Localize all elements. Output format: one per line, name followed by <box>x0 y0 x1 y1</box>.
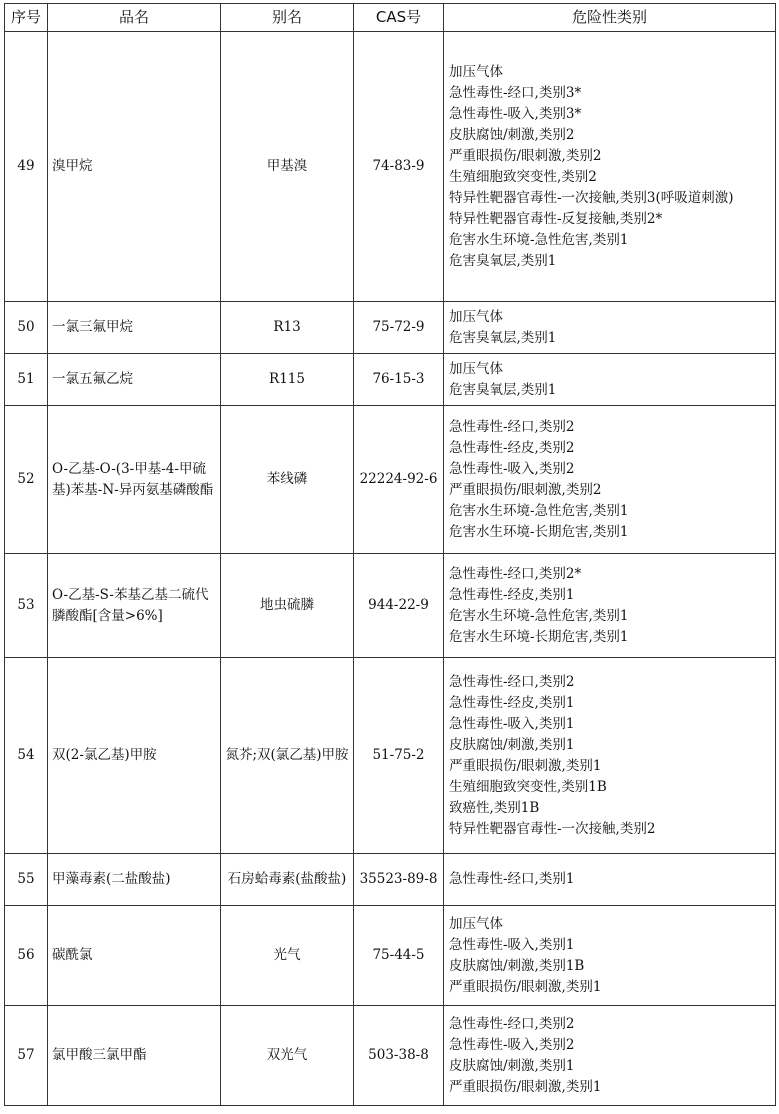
hazard-line: 急性毒性-吸入,类别1 <box>449 936 575 953</box>
hazard-line: 皮肤腐蚀/刺激,类别1 <box>449 736 575 753</box>
table-row <box>5 554 776 658</box>
product-name: 甲藻毒素(二盐酸盐) <box>48 854 221 906</box>
hazard-line: 皮肤腐蚀/刺激,类别2 <box>449 126 575 143</box>
header-alias: 别名 <box>221 4 354 32</box>
hazard-line: 加压气体 <box>449 63 503 80</box>
hazard-line: 危害水生环境-长期危害,类别1 <box>449 523 629 540</box>
hazard-categories <box>444 354 776 406</box>
hazard-categories <box>444 406 776 554</box>
cas-number: 75-44-5 <box>354 906 444 1006</box>
hazard-line: 皮肤腐蚀/刺激,类别1 <box>449 1057 575 1074</box>
hazard-categories <box>444 906 776 1006</box>
hazard-categories <box>444 854 776 906</box>
hazard-line: 急性毒性-吸入,类别2 <box>449 1036 575 1053</box>
alias: 甲基溴 <box>221 32 354 302</box>
table-row <box>5 906 776 1006</box>
cas-number: 35523-89-8 <box>354 854 444 906</box>
hazard-line: 急性毒性-经皮,类别1 <box>449 694 575 711</box>
hazard-line: 生殖细胞致突变性,类别2 <box>449 168 597 185</box>
hazard-line: 加压气体 <box>449 360 503 377</box>
hazard-categories <box>444 658 776 854</box>
cas-number: 503-38-8 <box>354 1006 444 1106</box>
row-number: 57 <box>5 1006 48 1106</box>
row-number: 56 <box>5 906 48 1006</box>
hazard-line: 危害水生环境-长期危害,类别1 <box>449 628 629 645</box>
header-cas: CAS号 <box>354 4 444 32</box>
product-name: 双(2-氯乙基)甲胺 <box>48 658 221 854</box>
hazard-line: 严重眼损伤/眼刺激,类别2 <box>449 481 602 498</box>
product-name: 氯甲酸三氯甲酯 <box>48 1006 221 1106</box>
hazard-line: 急性毒性-吸入,类别2 <box>449 460 575 477</box>
hazard-line: 加压气体 <box>449 308 503 325</box>
hazard-line: 严重眼损伤/眼刺激,类别2 <box>449 147 602 164</box>
alias: 氮芥;双(氯乙基)甲胺 <box>221 658 354 854</box>
table-row <box>5 1006 776 1106</box>
hazard-line: 急性毒性-经口,类别2 <box>449 673 575 690</box>
row-number: 52 <box>5 406 48 554</box>
product-name: 一氯三氟甲烷 <box>48 302 221 354</box>
hazard-categories <box>444 302 776 354</box>
hazard-line: 特异性靶器官毒性-反复接触,类别2* <box>449 210 663 227</box>
hazard-line: 严重眼损伤/眼刺激,类别1 <box>449 978 602 995</box>
row-number: 50 <box>5 302 48 354</box>
hazard-line: 急性毒性-经皮,类别2 <box>449 439 575 456</box>
hazard-line: 特异性靶器官毒性-一次接触,类别2 <box>449 820 656 837</box>
hazard-categories <box>444 554 776 658</box>
hazardous-chemicals-table <box>4 3 776 1106</box>
hazard-categories <box>444 32 776 302</box>
table-row <box>5 32 776 302</box>
hazard-line: 急性毒性-经口,类别3* <box>449 84 582 101</box>
product-name: 碳酰氯 <box>48 906 221 1006</box>
hazard-line: 加压气体 <box>449 915 503 932</box>
hazard-line: 急性毒性-吸入,类别3* <box>449 105 582 122</box>
header-name: 品名 <box>48 4 221 32</box>
hazard-line: 危害水生环境-急性危害,类别1 <box>449 502 629 519</box>
product-name: 溴甲烷 <box>48 32 221 302</box>
row-number: 54 <box>5 658 48 854</box>
header-no: 序号 <box>5 4 48 32</box>
cas-number: 75-72-9 <box>354 302 444 354</box>
hazard-line: 急性毒性-吸入,类别1 <box>449 715 575 732</box>
table-row <box>5 658 776 854</box>
table-row <box>5 406 776 554</box>
row-number: 53 <box>5 554 48 658</box>
table-row <box>5 354 776 406</box>
row-number: 49 <box>5 32 48 302</box>
header-hazard-class: 危险性类别 <box>444 4 776 32</box>
product-name: 一氯五氟乙烷 <box>48 354 221 406</box>
alias: 苯线磷 <box>221 406 354 554</box>
hazard-line: 皮肤腐蚀/刺激,类别1B <box>449 957 585 974</box>
cas-number: 944-22-9 <box>354 554 444 658</box>
hazard-line: 生殖细胞致突变性,类别1B <box>449 778 607 795</box>
header-row <box>5 4 776 32</box>
cas-number: 76-15-3 <box>354 354 444 406</box>
hazard-line: 急性毒性-经口,类别2* <box>449 565 582 582</box>
row-number: 51 <box>5 354 48 406</box>
hazard-categories <box>444 1006 776 1106</box>
cas-number: 22224-92-6 <box>354 406 444 554</box>
hazard-line: 严重眼损伤/眼刺激,类别1 <box>449 1078 602 1095</box>
hazard-line: 急性毒性-经口,类别2 <box>449 1015 575 1032</box>
hazard-line: 危害臭氧层,类别1 <box>449 329 557 346</box>
alias: 光气 <box>221 906 354 1006</box>
hazard-line: 急性毒性-经口,类别2 <box>449 418 575 435</box>
cas-number: 51-75-2 <box>354 658 444 854</box>
table-row <box>5 302 776 354</box>
hazard-line: 危害水生环境-急性危害,类别1 <box>449 231 629 248</box>
hazard-line: 危害臭氧层,类别1 <box>449 252 557 269</box>
hazard-line: 急性毒性-经口,类别1 <box>449 871 575 887</box>
product-name: O-乙基-S-苯基乙基二硫代膦酸酯[含量>6%] <box>48 554 221 658</box>
hazard-line: 严重眼损伤/眼刺激,类别1 <box>449 757 602 774</box>
hazard-line: 特异性靶器官毒性-一次接触,类别3(呼吸道刺激) <box>449 189 734 206</box>
alias: R13 <box>221 302 354 354</box>
hazard-line: 危害臭氧层,类别1 <box>449 381 557 398</box>
hazard-line: 急性毒性-经皮,类别1 <box>449 586 575 603</box>
alias: 双光气 <box>221 1006 354 1106</box>
product-name: O-乙基-O-(3-甲基-4-甲硫基)苯基-N-异丙氨基磷酸酯 <box>48 406 221 554</box>
row-number: 55 <box>5 854 48 906</box>
alias: R115 <box>221 354 354 406</box>
alias: 石房蛤毒素(盐酸盐) <box>221 854 354 906</box>
hazard-line: 致癌性,类别1B <box>449 799 540 816</box>
hazard-line: 危害水生环境-急性危害,类别1 <box>449 607 629 624</box>
cas-number: 74-83-9 <box>354 32 444 302</box>
alias: 地虫硫膦 <box>221 554 354 658</box>
table-row <box>5 854 776 906</box>
